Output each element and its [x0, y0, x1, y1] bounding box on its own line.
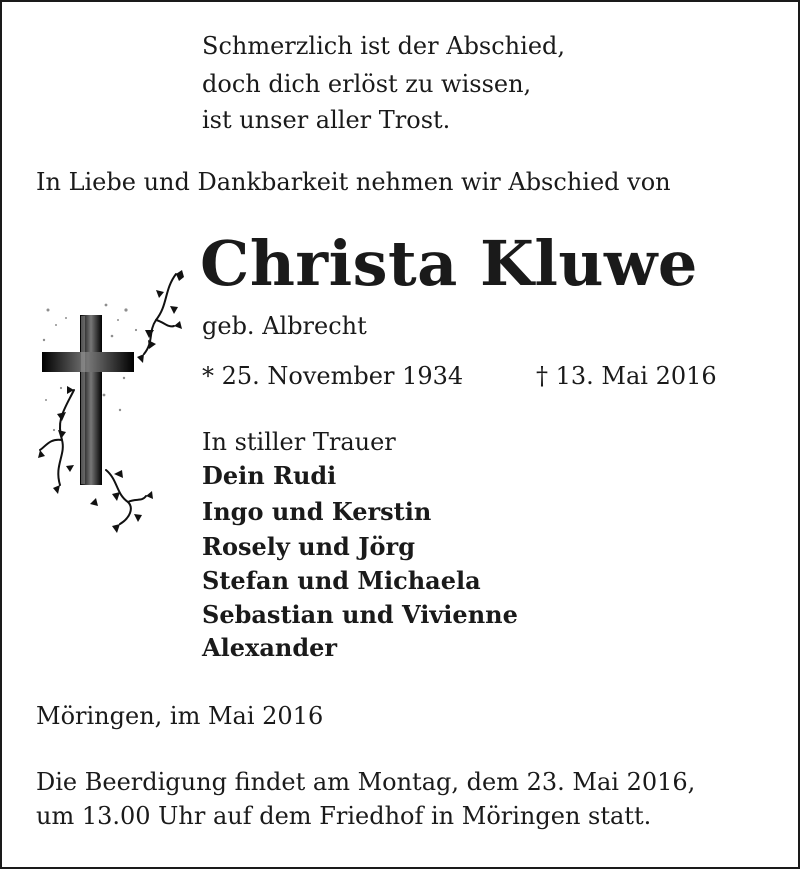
birth-date: * 25. November 1934: [202, 362, 464, 390]
motto-line-2: doch dich erlöst zu wissen,: [202, 70, 532, 98]
intro-text: In Liebe und Dankbarkeit nehmen wir Abschied von: [36, 168, 671, 196]
maiden-name: geb. Albrecht: [202, 312, 367, 340]
motto-line-3: ist unser aller Trost.: [202, 106, 451, 134]
mourner-name: Dein Rudi: [202, 461, 337, 490]
death-date: † 13. Mai 2016: [536, 362, 717, 390]
deceased-name: Christa Kluwe: [200, 227, 698, 300]
place-date: Möringen, im Mai 2016: [36, 702, 324, 730]
cross-with-ivy-icon: [36, 270, 186, 540]
mourner-name: Alexander: [202, 633, 338, 662]
mourners-heading: In stiller Trauer: [202, 428, 396, 456]
mourner-name: Stefan und Michaela: [202, 566, 481, 595]
mourner-name: Sebastian und Vivienne: [202, 600, 518, 629]
mourner-name: Ingo und Kerstin: [202, 497, 432, 526]
funeral-line-1: Die Beerdigung findet am Montag, dem 23. Mai 2016,: [36, 768, 696, 796]
funeral-line-2: um 13.00 Uhr auf dem Friedhof in Möringen statt.: [36, 802, 652, 830]
motto-line-1: Schmerzlich ist der Abschied,: [202, 32, 566, 60]
mourner-name: Rosely und Jörg: [202, 532, 415, 561]
